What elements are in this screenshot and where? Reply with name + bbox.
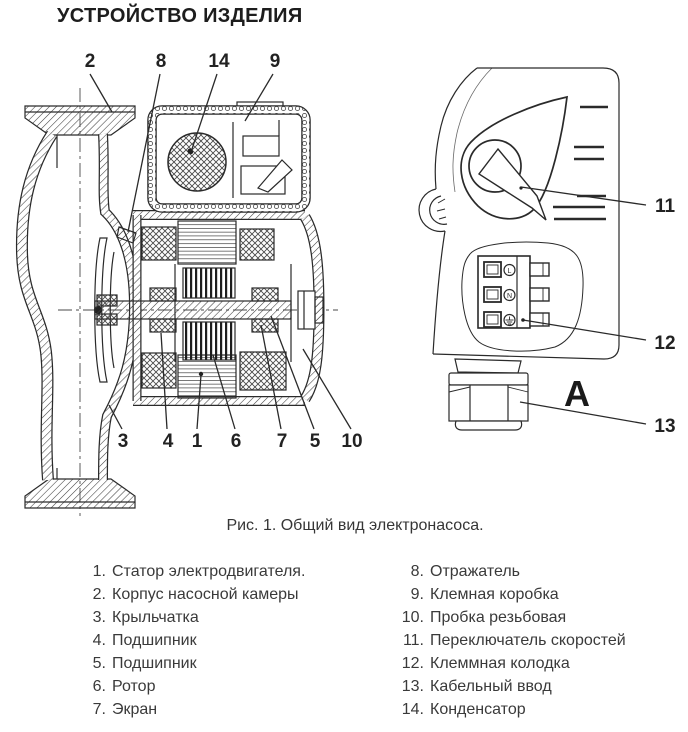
legend-item-text: Крыльчатка xyxy=(112,609,199,626)
legend-item-number: 1. xyxy=(92,563,106,580)
legend-item xyxy=(396,586,626,609)
callout-11: 11 xyxy=(654,196,676,217)
terminal-box-section xyxy=(152,102,306,208)
terminal-neutral-label: N xyxy=(506,292,513,300)
callout-6: 6 xyxy=(230,431,242,452)
speed-knob-icon xyxy=(461,97,567,220)
legend-item xyxy=(396,701,626,724)
callout-4: 4 xyxy=(162,431,174,452)
bearing-left xyxy=(150,288,176,301)
callout-13: 13 xyxy=(654,416,676,437)
legend-item-number: 10. xyxy=(401,609,424,626)
callout-5: 5 xyxy=(309,431,321,452)
legend-column-right xyxy=(396,563,626,724)
legend-item-text: Кабельный ввод xyxy=(430,678,552,695)
legend-item-text: Экран xyxy=(112,701,158,718)
legend-item-number: 12. xyxy=(401,655,424,672)
legend-item-number: 6. xyxy=(92,678,106,695)
legend-item-number: 11. xyxy=(402,632,424,649)
legend-item-text: Отражатель xyxy=(430,563,521,580)
legend-item-text: Подшипник xyxy=(112,655,197,672)
cable-gland xyxy=(449,359,528,430)
page-title: УСТРОЙСТВО ИЗДЕЛИЯ xyxy=(57,5,303,27)
legend-item-number: 4. xyxy=(92,632,106,649)
legend-item-number: 2. xyxy=(92,586,106,603)
legend-item-number: 14. xyxy=(401,701,424,718)
callout-1: 1 xyxy=(191,431,203,452)
bearing-left-lower xyxy=(150,319,176,332)
callout-7: 7 xyxy=(276,431,288,452)
legend-item xyxy=(78,701,305,724)
legend-item-text: Пробка резьбовая xyxy=(430,609,567,626)
legend-item-number: 5. xyxy=(92,655,106,672)
legend-item xyxy=(78,609,305,632)
legend-item-number: 13. xyxy=(401,678,424,695)
terminal-live-label: L xyxy=(507,267,512,275)
callout-9: 9 xyxy=(269,51,281,72)
pump-cross-section xyxy=(22,74,351,516)
speed-marks xyxy=(553,107,608,219)
figure-caption: Рис. 1. Общий вид электронасоса. xyxy=(226,517,484,534)
terminal-block xyxy=(462,242,583,351)
legend-item xyxy=(78,678,305,701)
callout-10: 10 xyxy=(341,431,363,452)
legend-item xyxy=(396,563,626,586)
legend-item-text: Ротор xyxy=(112,678,156,695)
legend-item-number: 9. xyxy=(410,586,424,603)
legend-item-text: Статор электродвигателя. xyxy=(112,563,306,580)
legend-item-number: 3. xyxy=(92,609,106,626)
legend-item xyxy=(396,632,626,655)
legend-item-text: Конденсатор xyxy=(430,701,526,718)
callout-14: 14 xyxy=(208,51,230,72)
legend-item-number: 8. xyxy=(410,563,424,580)
legend-item xyxy=(396,678,626,701)
legend-item-text: Клеммная колодка xyxy=(430,655,570,672)
legend-item-text: Подшипник xyxy=(112,632,197,649)
bearing-right xyxy=(252,288,278,301)
callout-2: 2 xyxy=(84,51,96,72)
legend-item-text: Клемная коробка xyxy=(430,586,559,603)
legend-item xyxy=(396,609,626,632)
legend-item xyxy=(78,655,305,678)
capacitor xyxy=(168,133,226,191)
threaded-plug xyxy=(298,291,323,329)
callout-12: 12 xyxy=(654,333,676,354)
legend-item-text: Корпус насосной камеры xyxy=(112,586,299,603)
terminal-box-view xyxy=(419,68,646,430)
callout-8: 8 xyxy=(155,51,167,72)
legend-item-number: 7. xyxy=(92,701,106,718)
legend-column-left xyxy=(78,563,305,724)
legend-item xyxy=(78,632,305,655)
legend-item-text: Переключатель скоростей xyxy=(430,632,626,649)
legend-item xyxy=(78,563,305,586)
view-a-label: A xyxy=(564,373,590,414)
legend-item xyxy=(78,586,305,609)
legend-item xyxy=(396,655,626,678)
callout-3: 3 xyxy=(117,431,129,452)
